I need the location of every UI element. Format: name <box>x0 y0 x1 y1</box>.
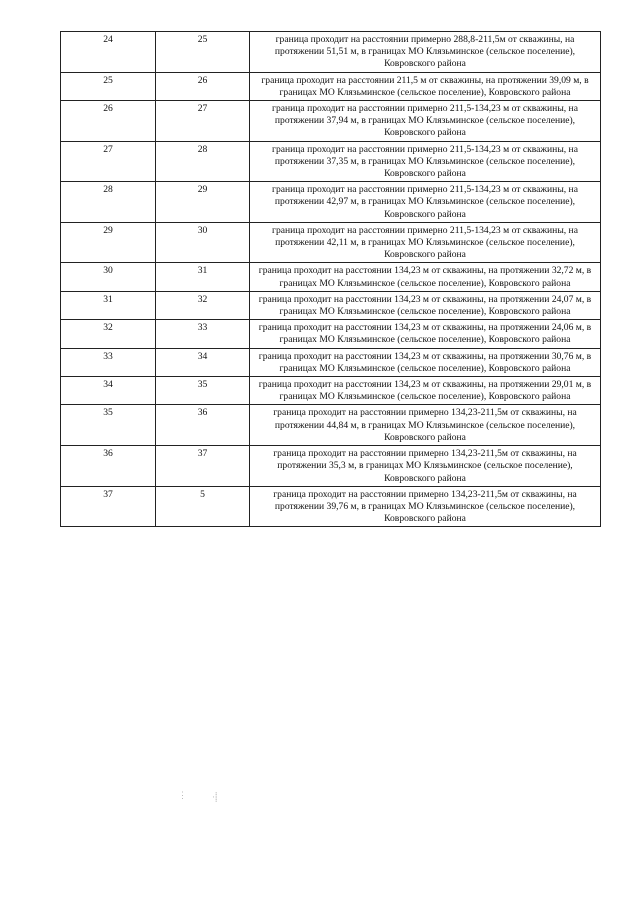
boundary-table-body <box>61 32 601 527</box>
cell-to-point: 27 <box>156 101 250 142</box>
cell-from-point: 27 <box>61 141 156 182</box>
scan-artifact-mark: ⋮ <box>178 790 187 800</box>
table-row <box>61 320 601 348</box>
table-row <box>61 141 601 182</box>
table-row <box>61 263 601 291</box>
cell-to-point: 35 <box>156 377 250 405</box>
scan-artifact-mark: ·⸽ <box>212 792 218 802</box>
cell-from-point: 33 <box>61 348 156 376</box>
table-row <box>61 348 601 376</box>
cell-from-point: 29 <box>61 222 156 263</box>
table-row <box>61 101 601 142</box>
cell-from-point: 24 <box>61 32 156 73</box>
cell-boundary-description: граница проходит на расстоянии 134,23 м от скважины, на протяжении 29,01 м, в границах МО Клязьминское (сельское поселение), Ковровского района <box>250 377 601 405</box>
cell-to-point: 36 <box>156 405 250 446</box>
cell-boundary-description: граница проходит на расстоянии примерно 211,5-134,23 м от скважины, на протяжении 42,97 м, в границах МО Клязьминское (сельское поселение), Ковровского района <box>250 182 601 223</box>
cell-boundary-description: граница проходит на расстоянии 134,23 м от скважины, на протяжении 30,76 м, в границах МО Клязьминское (сельское поселение), Ковровского района <box>250 348 601 376</box>
cell-boundary-description: граница проходит на расстоянии примерно 134,23-211,5м от скважины, на протяжении 35,3 м, в границах МО Клязьминское (сельское поселение), Ковровского района <box>250 446 601 487</box>
cell-from-point: 30 <box>61 263 156 291</box>
boundary-table <box>60 31 601 527</box>
cell-to-point: 37 <box>156 446 250 487</box>
cell-boundary-description: граница проходит на расстоянии 134,23 м от скважины, на протяжении 32,72 м, в границах МО Клязьминское (сельское поселение), Ковровского района <box>250 263 601 291</box>
cell-boundary-description: граница проходит на расстоянии примерно 134,23-211,5м от скважины, на протяжении 44,84 м, в границах МО Клязьминское (сельское поселение), Ковровского района <box>250 405 601 446</box>
cell-boundary-description: граница проходит на расстоянии 134,23 м от скважины, на протяжении 24,06 м, в границах МО Клязьминское (сельское поселение), Ковровского района <box>250 320 601 348</box>
cell-from-point: 36 <box>61 446 156 487</box>
table-row <box>61 446 601 487</box>
table-row <box>61 291 601 319</box>
table-row <box>61 486 601 527</box>
table-row <box>61 222 601 263</box>
cell-to-point: 26 <box>156 72 250 100</box>
cell-to-point: 33 <box>156 320 250 348</box>
table-row <box>61 72 601 100</box>
cell-to-point: 29 <box>156 182 250 223</box>
cell-to-point: 28 <box>156 141 250 182</box>
cell-from-point: 32 <box>61 320 156 348</box>
cell-boundary-description: граница проходит на расстоянии 134,23 м от скважины, на протяжении 24,07 м, в границах МО Клязьминское (сельское поселение), Ковровского района <box>250 291 601 319</box>
cell-boundary-description: граница проходит на расстоянии примерно 134,23-211,5м от скважины, на протяжении 39,76 м, в границах МО Клязьминское (сельское поселение), Ковровского района <box>250 486 601 527</box>
table-row <box>61 377 601 405</box>
cell-boundary-description: граница проходит на расстоянии примерно 211,5-134,23 м от скважины, на протяжении 42,11 м, в границах МО Клязьминское (сельское поселение), Ковровского района <box>250 222 601 263</box>
cell-boundary-description: граница проходит на расстоянии примерно 211,5-134,23 м от скважины, на протяжении 37,35 м, в границах МО Клязьминское (сельское поселение), Ковровского района <box>250 141 601 182</box>
cell-to-point: 34 <box>156 348 250 376</box>
table-row <box>61 405 601 446</box>
cell-from-point: 31 <box>61 291 156 319</box>
cell-to-point: 5 <box>156 486 250 527</box>
cell-from-point: 26 <box>61 101 156 142</box>
cell-boundary-description: граница проходит на расстоянии примерно 288,8-211,5м от скважины, на протяжении 51,51 м, в границах МО Клязьминское (сельское поселение), Ковровского района <box>250 32 601 73</box>
cell-to-point: 32 <box>156 291 250 319</box>
cell-from-point: 34 <box>61 377 156 405</box>
cell-from-point: 25 <box>61 72 156 100</box>
cell-to-point: 31 <box>156 263 250 291</box>
cell-from-point: 28 <box>61 182 156 223</box>
cell-to-point: 30 <box>156 222 250 263</box>
cell-boundary-description: граница проходит на расстоянии примерно 211,5-134,23 м от скважины, на протяжении 37,94 м, в границах МО Клязьминское (сельское поселение), Ковровского района <box>250 101 601 142</box>
table-row <box>61 32 601 73</box>
cell-boundary-description: граница проходит на расстоянии 211,5 м от скважины, на протяжении 39,09 м, в границах МО Клязьминское (сельское поселение), Ковровского района <box>250 72 601 100</box>
cell-from-point: 37 <box>61 486 156 527</box>
cell-from-point: 35 <box>61 405 156 446</box>
table-row <box>61 182 601 223</box>
cell-to-point: 25 <box>156 32 250 73</box>
